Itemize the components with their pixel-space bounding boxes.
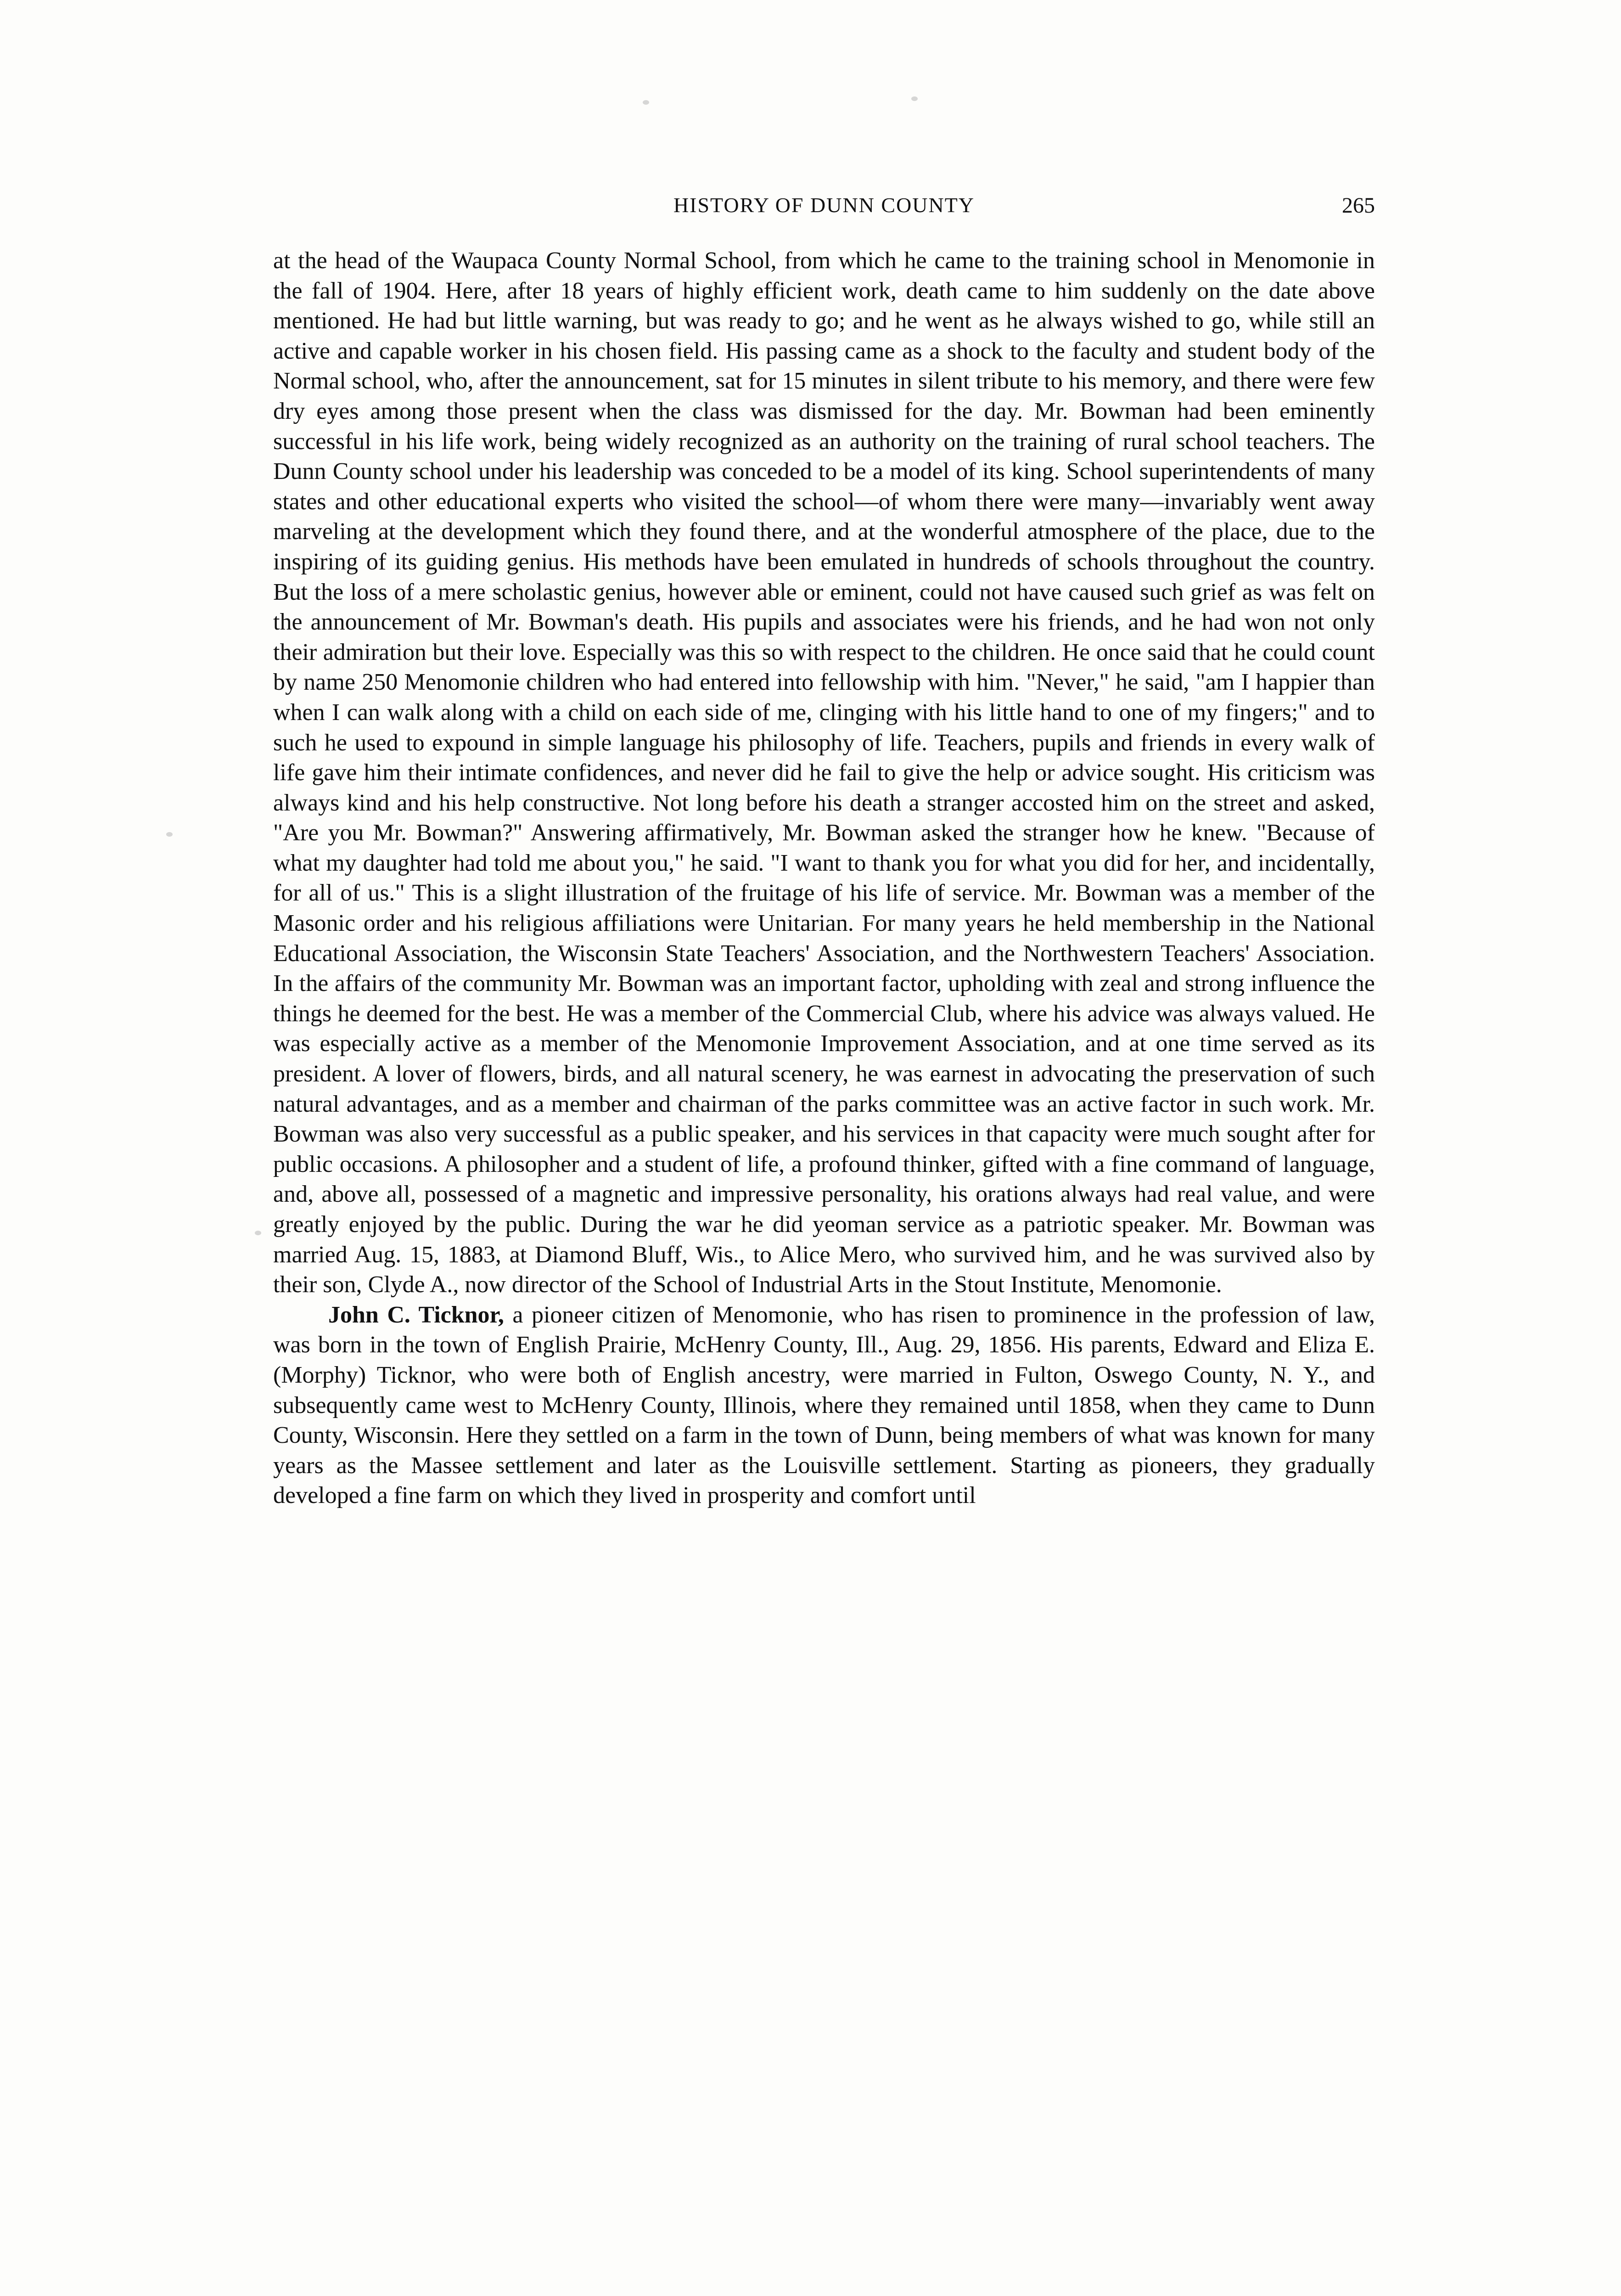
scan-speck — [255, 1231, 261, 1235]
page-number: 265 — [1342, 193, 1375, 218]
scan-speck — [911, 96, 918, 101]
running-title: HISTORY OF DUNN COUNTY — [673, 193, 975, 217]
paragraph-text: at the head of the Waupaca County Normal School, from which he came to the training school in Menomonie in the fall of 1904. Here, after 18 years of highly efficient work, death came to him suddenly on the date above mentioned. He had but little warning, but was ready to go; and he went as he always wished to go, while still an active and capable worker in his chosen field. His passing came as a shock to the faculty and student body of the Normal school, who, after the announcement, sat for 15 minutes in silent tribute to his memory, and there were few dry eyes among those present when the class was dismissed for the day. Mr. Bowman had been eminently successful in his life work, being widely recognized as an authority on the training of rural school teachers. The Dunn County school under his leadership was conceded to be a model of its king. School superintendents of many states and other educational experts who visited the school—of whom there were many—invariably went away marveling at the development which they found there, and at the wonderful atmosphere of the place, due to the inspiring of its guiding genius. His methods have been emulated in hundreds of schools throughout the country. But the loss of a mere scholastic genius, however able or eminent, could not have caused such grief as was felt on the announcement of Mr. Bowman's death. His pupils and associates were his friends, and he had won not only their admiration but their love. Especially was this so with respect to the children. He once said that he could count by name 250 Menomonie children who had entered into fellowship with him. "Never," he said, "am I happier than when I can walk along with a child on each side of me, clinging with his little hand to one of my fingers;" and to such he used to expound in simple language his philosophy of life. Teachers, pupils and friends in every walk of life gave him their intimate confidences, and never did he fail to give the help or advice sought. His criticism was always kind and his help constructive. Not long before his death a stranger accosted him on the street and asked, "Are you Mr. Bowman?" Answering affirmatively, Mr. Bowman asked the stranger how he knew. "Because of what my daughter had told me about you," he said. "I want to thank you for what you did for her, and incidentally, for all of us." This is a slight illustration of the fruitage of his life of service. Mr. Bowman was a member of the Masonic order and his religious affiliations were Unitarian. For many years he held membership in the National Educational Association, the Wisconsin State Teachers' Association, and the Northwestern Teachers' Association. In the affairs of the community Mr. Bowman was an important factor, upholding with zeal and strong influence the things he deemed for the best. He was a member of the Commercial Club, where his advice was always valued. He was especially active as a member of the Menomonie Improvement Association, and at one time served as its president. A lover of flowers, birds, and all natural scenery, he was earnest in advocating the preservation of such natural advantages, and as a member and chairman of the parks committee was an active factor in such work. Mr. Bowman was also very successful as a public speaker, and his services in that capacity were much sought after for public occasions. A philosopher and a student of life, a profound thinker, gifted with a fine command of language, and, above all, possessed of a magnetic and impressive personality, his orations always had real value, and were greatly enjoyed by the public. During the war he did yeoman service as a patriotic speaker. Mr. Bowman was married Aug. 15, 1883, at Diamond Bluff, Wis., to Alice Mero, who survived him, and he was survived also by their son, Clyde A., now director of the School of Industrial Arts in the Stout Institute, Menomonie. — [273, 248, 1375, 1298]
page-header — [273, 193, 1375, 230]
paragraph — [273, 246, 1375, 1300]
paragraph — [273, 1300, 1375, 1511]
biography-name: John C. Ticknor, — [328, 1301, 504, 1328]
body-text — [273, 246, 1375, 1511]
paragraph-text: a pioneer citizen of Menomonie, who has risen to prominence in the profession of law, was born in the town of English Prairie, McHenry County, Ill., Aug. 29, 1856. His parents, Edward and Eliza E. (Morphy) Ticknor, who were both of English ancestry, were married in Fulton, Oswego County, N. Y., and subsequently came west to McHenry County, Illinois, where they remained until 1858, when they came to Dunn County, Wisconsin. Here they settled on a farm in the town of Dunn, being members of what was known for many years as the Massee settlement and later as the Louisville settlement. Starting as pioneers, they gradually developed a fine farm on which they lived in prosperity and comfort until — [273, 1301, 1375, 1509]
scan-speck — [166, 832, 173, 837]
scan-speck — [643, 100, 649, 105]
